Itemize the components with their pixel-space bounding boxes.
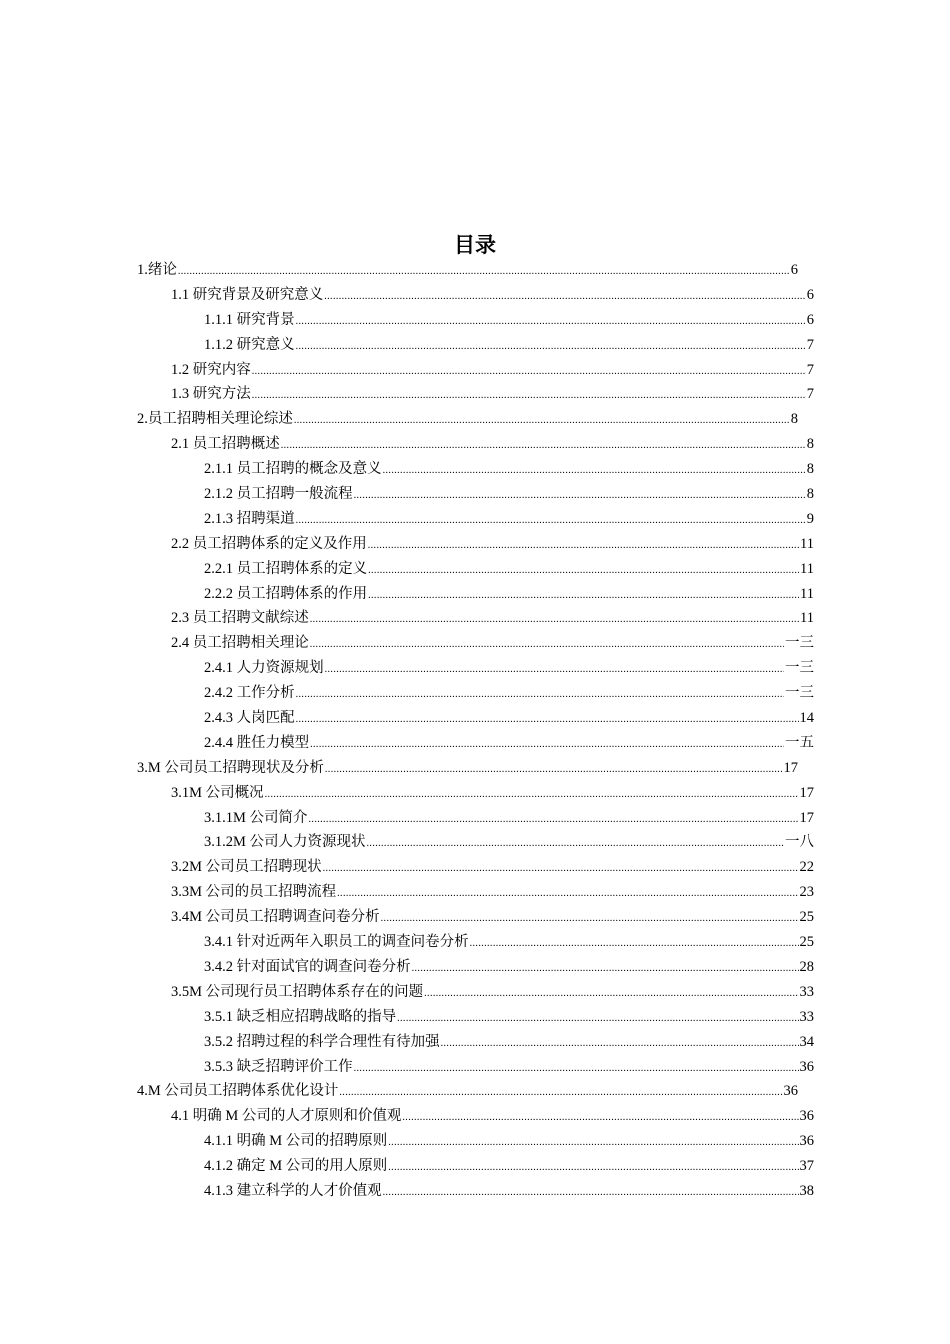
toc-entry-title: 4.1 明确 M 公司的人才原则和价值观 xyxy=(171,1108,402,1125)
toc-entry[interactable] xyxy=(171,432,814,457)
toc-entry[interactable] xyxy=(204,1129,814,1154)
toc-page-number: 22 xyxy=(799,859,814,876)
toc-dot-leader xyxy=(388,1156,798,1181)
toc-page-number: 17 xyxy=(783,759,798,776)
toc-entry-title: 2.1.1 员工招聘的概念及意义 xyxy=(204,461,382,478)
toc-entry-title: 2.4.4 胜任力模型 xyxy=(204,734,310,751)
toc-entry[interactable] xyxy=(204,656,814,681)
toc-entry[interactable] xyxy=(171,358,814,383)
toc-dot-leader xyxy=(294,409,790,434)
toc-entry[interactable] xyxy=(204,507,814,532)
toc-entry-title: 4.1.2 确定 M 公司的用人原则 xyxy=(204,1158,388,1175)
toc-page-number: 14 xyxy=(799,710,814,727)
toc-page-number: 34 xyxy=(799,1033,814,1050)
toc-page-number: 36 xyxy=(783,1083,798,1100)
toc-entry[interactable] xyxy=(171,880,814,905)
toc-entry[interactable] xyxy=(171,855,814,880)
toc-dot-leader xyxy=(412,957,799,982)
toc-dot-leader xyxy=(252,360,806,385)
toc-page-number: 8 xyxy=(806,486,814,503)
toc-page-number: 25 xyxy=(799,909,814,926)
toc-entry[interactable] xyxy=(204,457,814,482)
toc-entry-title: 3.4.1 针对近两年入职员工的调查问卷分析 xyxy=(204,934,469,951)
toc-page-number: 8 xyxy=(806,461,814,478)
toc-entry[interactable] xyxy=(204,1179,814,1204)
toc-dot-leader xyxy=(402,1106,798,1131)
toc-entry[interactable] xyxy=(137,407,798,432)
toc-page-number: 一五 xyxy=(785,734,814,751)
toc-dot-leader xyxy=(339,1081,782,1106)
toc-entry[interactable] xyxy=(204,1030,814,1055)
toc-dot-leader xyxy=(178,260,790,285)
toc-page-number: 9 xyxy=(806,510,814,527)
toc-entry-title: 3.5.1 缺乏相应招聘战略的指导 xyxy=(204,1008,397,1025)
toc-entry-title: 2.4.2 工作分析 xyxy=(204,685,295,702)
toc-entry-title: 2.4.1 人力资源规划 xyxy=(204,660,324,677)
toc-entry-title: 2.员工招聘相关理论综述 xyxy=(137,411,293,428)
toc-dot-leader xyxy=(296,683,784,708)
toc-dot-leader xyxy=(368,559,799,584)
toc-page-number: 36 xyxy=(799,1133,814,1150)
toc-page-number: 36 xyxy=(799,1058,814,1075)
toc-entry-title: 4.1.3 建立科学的人才价值观 xyxy=(204,1182,382,1199)
toc-page-number: 一八 xyxy=(785,834,814,851)
toc-dot-leader xyxy=(252,384,806,409)
toc-dot-leader xyxy=(296,509,806,534)
toc-dot-leader xyxy=(265,783,799,808)
toc-entry-title: 3.3M 公司的员工招聘流程 xyxy=(171,884,337,901)
toc-entry-title: 3.5.3 缺乏招聘评价工作 xyxy=(204,1058,353,1075)
toc-dot-leader xyxy=(367,832,784,857)
toc-dot-leader xyxy=(296,335,806,360)
toc-entry-title: 3.5.2 招聘过程的科学合理性有待加强 xyxy=(204,1033,440,1050)
toc-page-number: 7 xyxy=(806,386,814,403)
toc-page-number: 8 xyxy=(790,411,798,428)
toc-entry[interactable] xyxy=(204,482,814,507)
toc-dot-leader xyxy=(281,434,806,459)
toc-dot-leader xyxy=(296,708,799,733)
toc-page-number: 17 xyxy=(799,809,814,826)
toc-page-number: 33 xyxy=(799,1008,814,1025)
toc-entry[interactable] xyxy=(204,333,814,358)
toc-dot-leader xyxy=(441,1032,799,1057)
toc-dot-leader xyxy=(354,484,806,509)
toc-page-number: 一三 xyxy=(785,660,814,677)
page-title: 目录 xyxy=(454,233,496,257)
toc-entry-title: 3.M 公司员工招聘现状及分析 xyxy=(137,759,324,776)
toc-page-number: 37 xyxy=(799,1158,814,1175)
toc-page-number: 11 xyxy=(800,585,814,602)
toc-dot-leader xyxy=(383,459,806,484)
toc-entry-title: 2.4 员工招聘相关理论 xyxy=(171,635,309,652)
toc-entry[interactable] xyxy=(204,582,814,607)
toc-entry[interactable] xyxy=(204,806,814,831)
toc-entry-title: 1.绪论 xyxy=(137,262,177,278)
toc-page-number: 11 xyxy=(800,560,814,577)
toc-entry-title: 1.1.2 研究意义 xyxy=(204,336,295,353)
toc-entry[interactable] xyxy=(171,382,814,407)
toc-entry-title: 1.3 研究方法 xyxy=(171,386,251,403)
toc-entry[interactable] xyxy=(137,258,798,283)
toc-entry[interactable] xyxy=(171,283,814,308)
toc-page-number: 38 xyxy=(799,1182,814,1199)
toc-dot-leader xyxy=(424,982,798,1007)
toc-dot-leader xyxy=(323,857,799,882)
toc-page-number: 6 xyxy=(806,311,814,328)
toc-page-number: 8 xyxy=(806,436,814,453)
toc-entry[interactable] xyxy=(204,930,814,955)
toc-entry[interactable] xyxy=(171,532,814,557)
toc-entry-title: 2.3 员工招聘文献综述 xyxy=(171,610,309,627)
toc-dot-leader xyxy=(470,932,799,957)
toc-entry-title: 3.5M 公司现行员工招聘体系存在的问题 xyxy=(171,983,424,1000)
toc-entry[interactable] xyxy=(171,781,814,806)
toc-page-number: 一三 xyxy=(785,635,814,652)
toc-entry-title: 2.2 员工招聘体系的定义及作用 xyxy=(171,535,367,552)
toc-entry[interactable] xyxy=(204,1055,814,1080)
toc-entry[interactable] xyxy=(171,631,814,656)
toc-entry[interactable] xyxy=(204,731,814,756)
toc-page-number: 7 xyxy=(806,336,814,353)
toc-entry[interactable] xyxy=(204,830,814,855)
toc-dot-leader xyxy=(309,808,799,833)
toc-entry[interactable] xyxy=(204,1005,814,1030)
toc-page-number: 28 xyxy=(799,958,814,975)
toc-entry-title: 1.1 研究背景及研究意义 xyxy=(171,286,324,303)
toc-dot-leader xyxy=(337,882,798,907)
toc-entry[interactable] xyxy=(171,980,814,1005)
toc-entry-title: 2.4.3 人岗匹配 xyxy=(204,710,295,727)
toc-entry-title: 3.1.1M 公司简介 xyxy=(204,809,308,826)
toc-entry[interactable] xyxy=(204,308,814,333)
toc-page-number: 11 xyxy=(800,610,814,627)
toc-page-number: 6 xyxy=(790,262,798,278)
toc-entry-title: 3.1M 公司概况 xyxy=(171,784,264,801)
toc-entry-title: 2.1 员工招聘概述 xyxy=(171,436,280,453)
toc-page-number: 17 xyxy=(799,784,814,801)
toc-entry[interactable] xyxy=(204,955,814,980)
toc-dot-leader xyxy=(325,758,783,783)
toc-entry-title: 4.1.1 明确 M 公司的招聘原则 xyxy=(204,1133,388,1150)
toc-page-number: 一三 xyxy=(785,685,814,702)
toc-entry[interactable] xyxy=(171,1104,814,1129)
toc-page-number: 6 xyxy=(806,286,814,303)
toc-dot-leader xyxy=(324,285,806,310)
toc-dot-leader xyxy=(310,733,784,758)
toc-entry[interactable] xyxy=(137,1079,798,1104)
toc-entry-title: 4.M 公司员工招聘体系优化设计 xyxy=(137,1083,339,1100)
toc-entry[interactable] xyxy=(137,756,798,781)
toc-dot-leader xyxy=(368,534,799,559)
toc-dot-leader xyxy=(310,608,799,633)
toc-dot-leader xyxy=(296,310,806,335)
toc-entry[interactable] xyxy=(204,681,814,706)
toc-dot-leader xyxy=(368,584,799,609)
toc-dot-leader xyxy=(388,1131,798,1156)
toc-entry-title: 3.1.2M 公司人力资源现状 xyxy=(204,834,366,851)
toc-entry-title: 3.2M 公司员工招聘现状 xyxy=(171,859,322,876)
toc-page-number: 23 xyxy=(799,884,814,901)
toc-page-number: 7 xyxy=(806,361,814,378)
toc-dot-leader xyxy=(383,1181,799,1206)
toc-page-number: 11 xyxy=(800,535,814,552)
toc-entry[interactable] xyxy=(171,606,814,631)
toc-entry-title: 2.2.1 员工招聘体系的定义 xyxy=(204,560,368,577)
toc-dot-leader xyxy=(397,1007,798,1032)
toc-page-number: 25 xyxy=(799,934,814,951)
toc-entry-title: 1.1.1 研究背景 xyxy=(204,311,295,328)
toc-entry[interactable] xyxy=(204,706,814,731)
toc-entry-title: 2.2.2 员工招聘体系的作用 xyxy=(204,585,368,602)
toc-entry-title: 3.4M 公司员工招聘调查问卷分析 xyxy=(171,909,380,926)
toc-page-number: 33 xyxy=(799,983,814,1000)
toc-entry[interactable] xyxy=(204,557,814,582)
toc-entry-title: 1.2 研究内容 xyxy=(171,361,251,378)
toc-entry-title: 2.1.3 招聘渠道 xyxy=(204,510,295,527)
table-of-contents xyxy=(0,258,950,1204)
toc-entry-title: 2.1.2 员工招聘一般流程 xyxy=(204,486,353,503)
toc-page-number: 36 xyxy=(799,1108,814,1125)
toc-dot-leader xyxy=(381,907,799,932)
toc-dot-leader xyxy=(354,1057,799,1082)
toc-entry[interactable] xyxy=(171,905,814,930)
toc-entry-title: 3.4.2 针对面试官的调查问卷分析 xyxy=(204,958,411,975)
toc-dot-leader xyxy=(325,658,784,683)
toc-dot-leader xyxy=(310,633,784,658)
toc-entry[interactable] xyxy=(204,1154,814,1179)
